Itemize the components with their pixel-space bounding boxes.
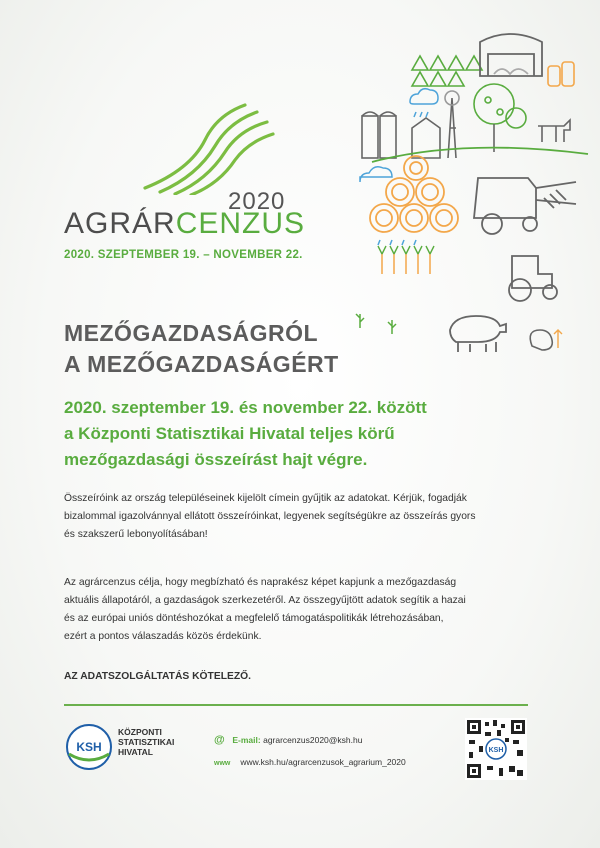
web-row [214,757,406,767]
paragraph-line: és az európai uniós döntéshozókat a megfelelő támogatáspolitikák létrehozásában, [64,613,444,624]
logo-word-agrar: AGRÁR [64,207,176,240]
ksh-name-line: HIVATAL [118,747,153,757]
census-dates: 2020. SZEPTEMBER 19. – NOVEMBER 22. [64,249,303,261]
tractor-icon [509,256,557,301]
mandatory-notice: AZ ADATSZOLGÁLTATÁS KÖTELEZŐ. [64,671,252,682]
email-icon: @ [214,734,225,746]
ksh-name-line: KÖZPONTI [118,727,162,737]
barn-icon [480,34,542,76]
web-link[interactable]: www.ksh.hu/agrarcenzusok_agrarium_2020 [240,757,406,767]
sacks-icon [548,62,574,86]
paragraph-request [64,490,554,544]
headline-line: A MEZŐGAZDASÁGÉRT [64,351,339,377]
subheadline-line: mezőgazdasági összeírást hajt végre. [64,450,368,469]
plant-icon [356,314,396,334]
logo-year: 2020 [228,188,286,215]
rain-drops-icon [378,240,416,245]
qr-code[interactable] [465,718,527,780]
paragraph-purpose [64,574,554,646]
chicken-icon [530,330,552,350]
crops-green-icon [378,246,434,254]
combine-icon [474,178,576,234]
logo-wordmark [64,207,305,241]
crops-icon [382,254,430,274]
headline-line: MEZŐGAZDASÁGRÓL [64,320,319,346]
wheat-icon [554,330,562,348]
cow-icon [538,120,570,142]
paragraph-line: és szakszerű lebonyolításában! [64,529,208,540]
subheadline-line: 2020. szeptember 19. és november 22. között [64,398,427,417]
footer-divider [64,704,528,706]
qr-ksh-label: KSH [488,747,504,754]
ksh-abbr: KSH [76,740,102,754]
email-row [214,734,362,746]
paragraph-line: ezért a pontos válaszadás közös érdekünk. [64,631,262,642]
ksh-name [118,727,174,757]
cloud-icon [360,167,392,182]
field-icon [412,56,482,86]
agrarcenzus-logo-mark [135,100,275,195]
pig-icon [450,316,506,352]
paragraph-line: bizalommal igazolvánnyal ellátott összeíróinkat, legyenek segítségükre az összeírás gyors [64,511,476,522]
ksh-name-line: STATISZTIKAI [118,737,175,747]
farm-illustration [352,28,590,360]
paragraph-line: aktuális állapotáról, a gazdaságok szerkezetéről. Az összegyűjtött adatok segítik a hazai [64,595,466,606]
logo-word-cenzus: CENZUS [175,207,306,240]
subheadline [64,395,427,473]
web-icon: www [214,760,231,767]
headline [64,318,339,380]
email-link[interactable]: agrarcenzus2020@ksh.hu [263,735,363,745]
subheadline-line: a Központi Statisztikai Hivatal teljes körű [64,424,395,443]
email-label: E-mail: [232,735,261,745]
rain-cloud-icon [410,89,438,117]
paragraph-line: Összeíróink az ország településeinek kijelölt címein gyűjtik az adatokat. Kérjük, fogadják [64,493,467,504]
paragraph-line: Az agrárcenzus célja, hogy megbízható és naprakész képet kapjunk a mezőgazdaság [64,577,457,588]
tree-icon [474,84,526,152]
